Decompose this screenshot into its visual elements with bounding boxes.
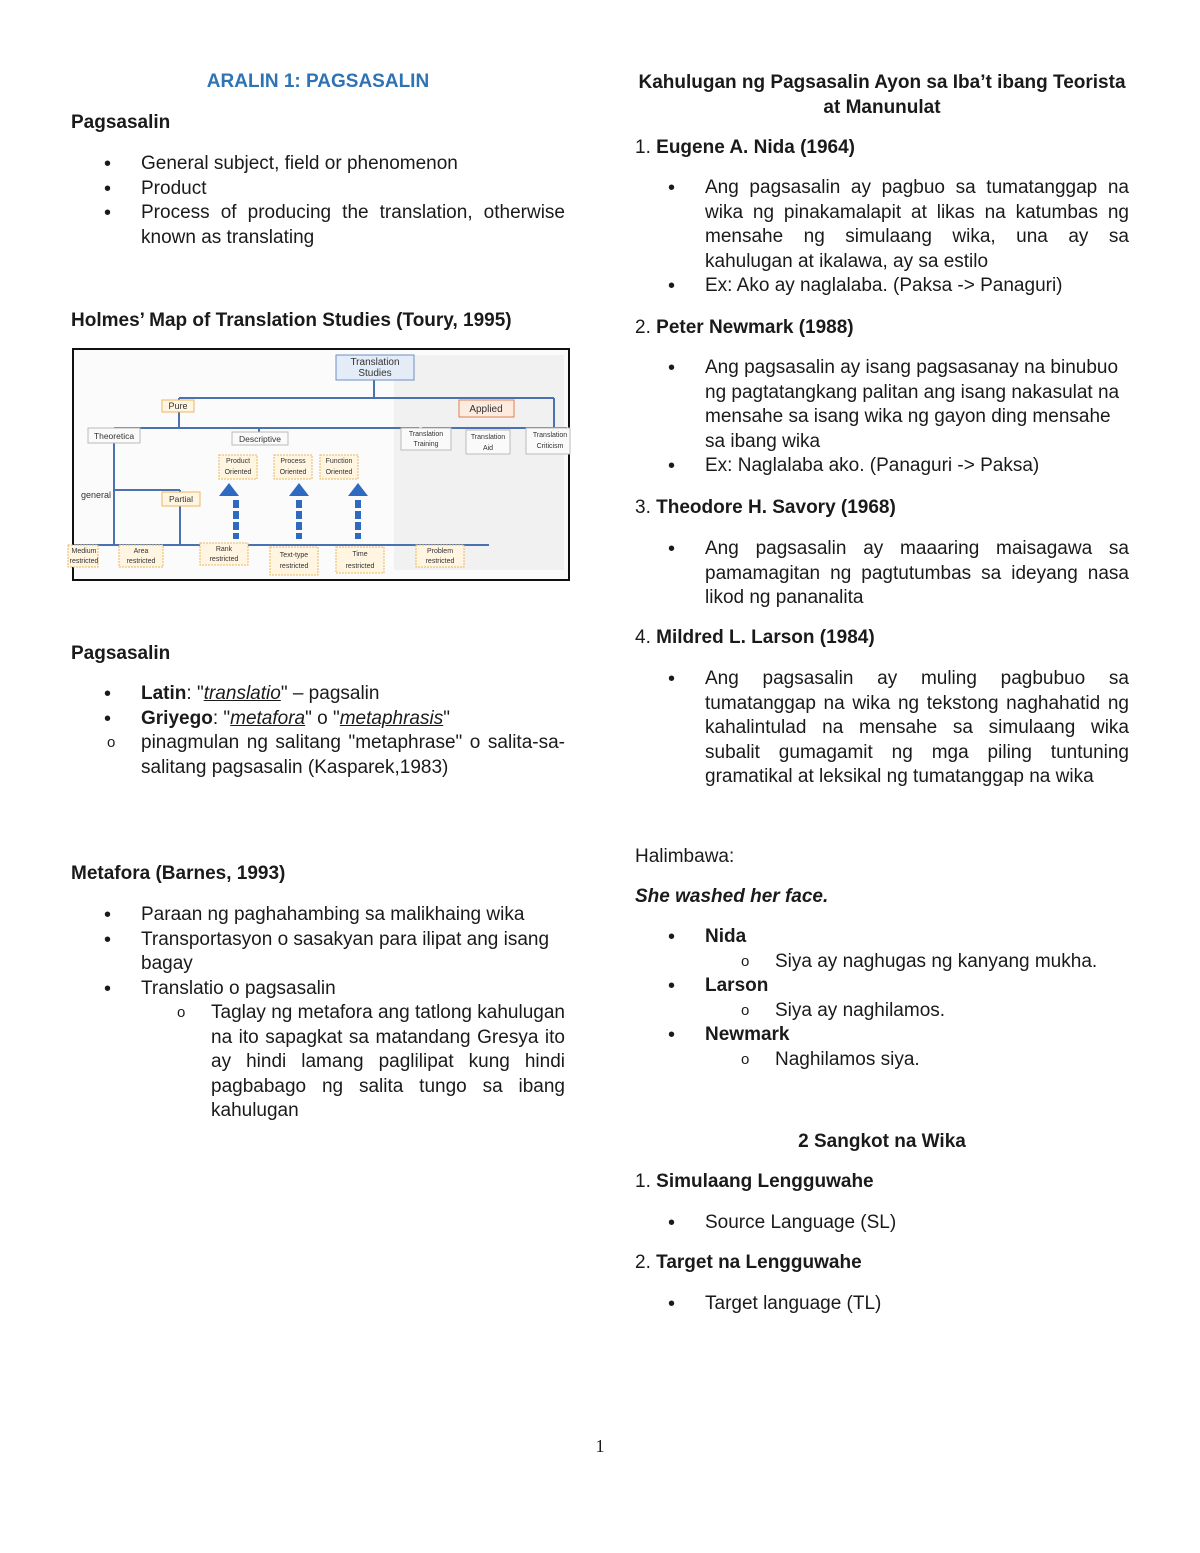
theorist-name: Mildred L. Larson (1984) (656, 627, 875, 648)
label-general: general (80, 490, 112, 500)
theorist-number: 1. (635, 137, 651, 158)
box-criticism-line1: Translation (532, 432, 568, 439)
text: " (443, 707, 450, 729)
box-aid-line1: Translation (470, 434, 506, 441)
list-item: • Process of producing the translation, otherwise known as translating (71, 201, 565, 250)
box-applied-label: Applied (469, 404, 503, 415)
language-number: 2. (635, 1252, 651, 1273)
latin-word: translatio (203, 683, 281, 704)
example-sublist (705, 999, 1129, 1024)
box-medium-line2: restricted (69, 558, 99, 565)
box-criticism-line2: Criticism (536, 443, 564, 450)
box-aid-line2: Aid (482, 445, 494, 452)
box-partial-label: Partial (168, 494, 194, 504)
box-time-line2: restricted (345, 563, 375, 570)
holmes-map-svg (69, 350, 568, 578)
box-rank-line2: restricted (209, 556, 239, 563)
example-item (635, 974, 1129, 1023)
list-item: • Ang pagsasalin ay maaaring maisagawa sa pamamagitan ng pagtutumbas sa ideyang nasa likod ng pananalita (635, 537, 1129, 611)
background-image (394, 355, 564, 570)
arrow-up-icon (348, 483, 368, 496)
box-descriptive-label: Descriptive (238, 434, 282, 444)
language-number: 1. (635, 1171, 651, 1192)
griyego-word-metaphrasis: metaphrasis (339, 707, 444, 729)
list-item: • Ang pagsasalin ay pagbuo sa tumatanggap na wika ng pinakamalapit at likas na katumbas ng mensahe ng simulaang wika, una ay sa kahulugan at ikalawa, ay sa estilo (635, 176, 1129, 274)
arrow-icons (219, 483, 368, 539)
metafora-list (71, 903, 565, 1124)
language-name: Simulaang Lengguwahe (656, 1171, 874, 1192)
example-item (635, 1023, 1129, 1072)
box-product-line2: Oriented (224, 469, 252, 476)
pagsasalin-list (71, 152, 565, 250)
languages-heading: 2 Sangkot na Wika (798, 1131, 966, 1152)
text: : " (186, 683, 204, 704)
theorist-number: 4. (635, 627, 651, 648)
list-item: • Target language (TL) (635, 1292, 1129, 1317)
griyego-sublist (141, 731, 565, 780)
example-name: Nida (705, 926, 747, 947)
example-translation: o Naghilamos siya. (705, 1048, 1129, 1073)
example-list (635, 925, 1129, 1072)
list-item: • Product (71, 177, 565, 202)
text: " o " (305, 707, 340, 729)
box-time-line1: Time (352, 551, 368, 558)
box-product-line1: Product (225, 458, 251, 465)
text: Translatio o pagsasalin (141, 977, 336, 999)
theorist-heading (635, 136, 1129, 161)
box-theoretical-label: Theoretica (93, 431, 135, 441)
example-sentence: She washed her face. (635, 886, 829, 907)
example-item (635, 925, 1129, 974)
sub-list-item: o pinagmulan ng salitang "metaphrase" o salita-sa-salitang pagsasalin (Kasparek,1983) (71, 731, 565, 780)
etymology-list (71, 682, 565, 780)
box-training-line2: Training (413, 441, 439, 448)
theorist-list (635, 356, 1129, 479)
griyego-label: Griyego (141, 707, 213, 729)
box-function-line2: Oriented (325, 469, 353, 476)
list-item: • Ex: Naglalaba ako. (Panaguri -> Paksa) (635, 454, 1129, 479)
example-translation: o Siya ay naghilamos. (705, 999, 1129, 1024)
theorist-name: Eugene A. Nida (1964) (656, 137, 855, 158)
holmes-map-heading: Holmes’ Map of Translation Studies (Toury, 1995) (71, 310, 512, 331)
language-list (635, 1292, 1129, 1317)
text: " – pagsalin (280, 683, 380, 704)
theorist-heading (635, 626, 1129, 651)
box-pure-label: Pure (168, 401, 188, 411)
list-item-latin (71, 682, 565, 707)
theorist-list (635, 176, 1129, 299)
language-name: Target na Lengguwahe (656, 1252, 862, 1273)
arrow-up-icon (219, 483, 239, 496)
list-item: • Source Language (SL) (635, 1211, 1129, 1236)
box-texttype-line1: Text-type (279, 552, 309, 559)
arrow-up-icon (289, 483, 309, 496)
box-training-line1: Translation (408, 431, 444, 438)
language-list (635, 1211, 1129, 1236)
theorist-heading (635, 316, 1129, 341)
list-item: • General subject, field or phenomenon (71, 152, 565, 177)
list-item-griyego (71, 707, 565, 781)
definitions-title: Kahulugan ng Pagsasalin Ayon sa Iba’t ibang Teorista at Manunulat (638, 72, 1126, 118)
list-item (71, 977, 565, 1124)
griyego-word-metafora: metafora (230, 707, 306, 729)
box-translation-studies-line2: Studies (358, 368, 392, 379)
theorist-number: 3. (635, 497, 651, 518)
box-area-line1: Area (133, 548, 149, 555)
sub-list-item: o Taglay ng metafora ang tatlong kahulugan na ito sapagkat sa matandang Gresya ito ay hindi lamang paglilipat kung hindi pagbabago ng salita tungo sa ibang kahulugan (141, 1001, 565, 1124)
box-medium-line1: Medium (71, 548, 97, 555)
example-name: Larson (705, 975, 769, 996)
list-item: • Ang pagsasalin ay muling pagbubuo sa tumatanggap na wika ng tekstong naghahatid ng kahalintulad na mensahe sa simulaang wika subalit gumagamit ng mga piling tuntuning gramatikal at leksikal ng tumatanggap na wika (635, 667, 1129, 790)
box-rank-line1: Rank (215, 546, 233, 553)
section-heading-pagsasalin-2: Pagsasalin (71, 643, 171, 664)
holmes-map-diagram (69, 348, 570, 581)
list-item: • Transportasyon o sasakyan para ilipat ang isang bagay (71, 928, 565, 977)
metafora-sublist (141, 1001, 565, 1124)
box-problem-line1: Problem (426, 548, 454, 555)
box-problem-line2: restricted (425, 558, 455, 565)
list-item: • Ang pagsasalin ay isang pagsasanay na binubuo ng pagtatangkang palitan ang isang nakasulat na mensahe sa isang wika ng gayon ding mensahe sa ibang wika (635, 356, 1129, 454)
text: : " (212, 707, 231, 729)
example-label: Halimbawa: (635, 846, 735, 867)
theorist-name: Theodore H. Savory (1968) (656, 497, 896, 518)
theorist-list (635, 537, 1129, 611)
list-item: • Paraan ng paghahambing sa malikhaing wika (71, 903, 565, 928)
theorist-list (635, 667, 1129, 790)
box-area-line2: restricted (126, 558, 156, 565)
list-item: • Ex: Ako ay naglalaba. (Paksa -> Panaguri) (635, 274, 1129, 299)
language-heading (635, 1251, 1129, 1276)
box-function-line1: Function (325, 458, 353, 465)
theorist-number: 2. (635, 317, 651, 338)
box-process-line1: Process (280, 458, 306, 465)
box-process-line2: Oriented (279, 469, 307, 476)
example-sublist (705, 1048, 1129, 1073)
page-number: 1 (595, 1436, 605, 1456)
box-texttype-line2: restricted (279, 563, 309, 570)
theorist-heading (635, 496, 1129, 521)
metafora-heading: Metafora (Barnes, 1993) (71, 863, 286, 884)
language-heading (635, 1170, 1129, 1195)
latin-label: Latin (141, 683, 187, 704)
box-translation-studies-line1: Translation (350, 357, 400, 368)
theorist-name: Peter Newmark (1988) (656, 317, 854, 338)
section-heading-pagsasalin: Pagsasalin (71, 112, 171, 133)
example-sublist (705, 950, 1129, 975)
example-translation: o Siya ay naghugas ng kanyang mukha. (705, 950, 1129, 975)
example-name: Newmark (705, 1024, 790, 1045)
lesson-title: ARALIN 1: PAGSASALIN (206, 71, 430, 92)
